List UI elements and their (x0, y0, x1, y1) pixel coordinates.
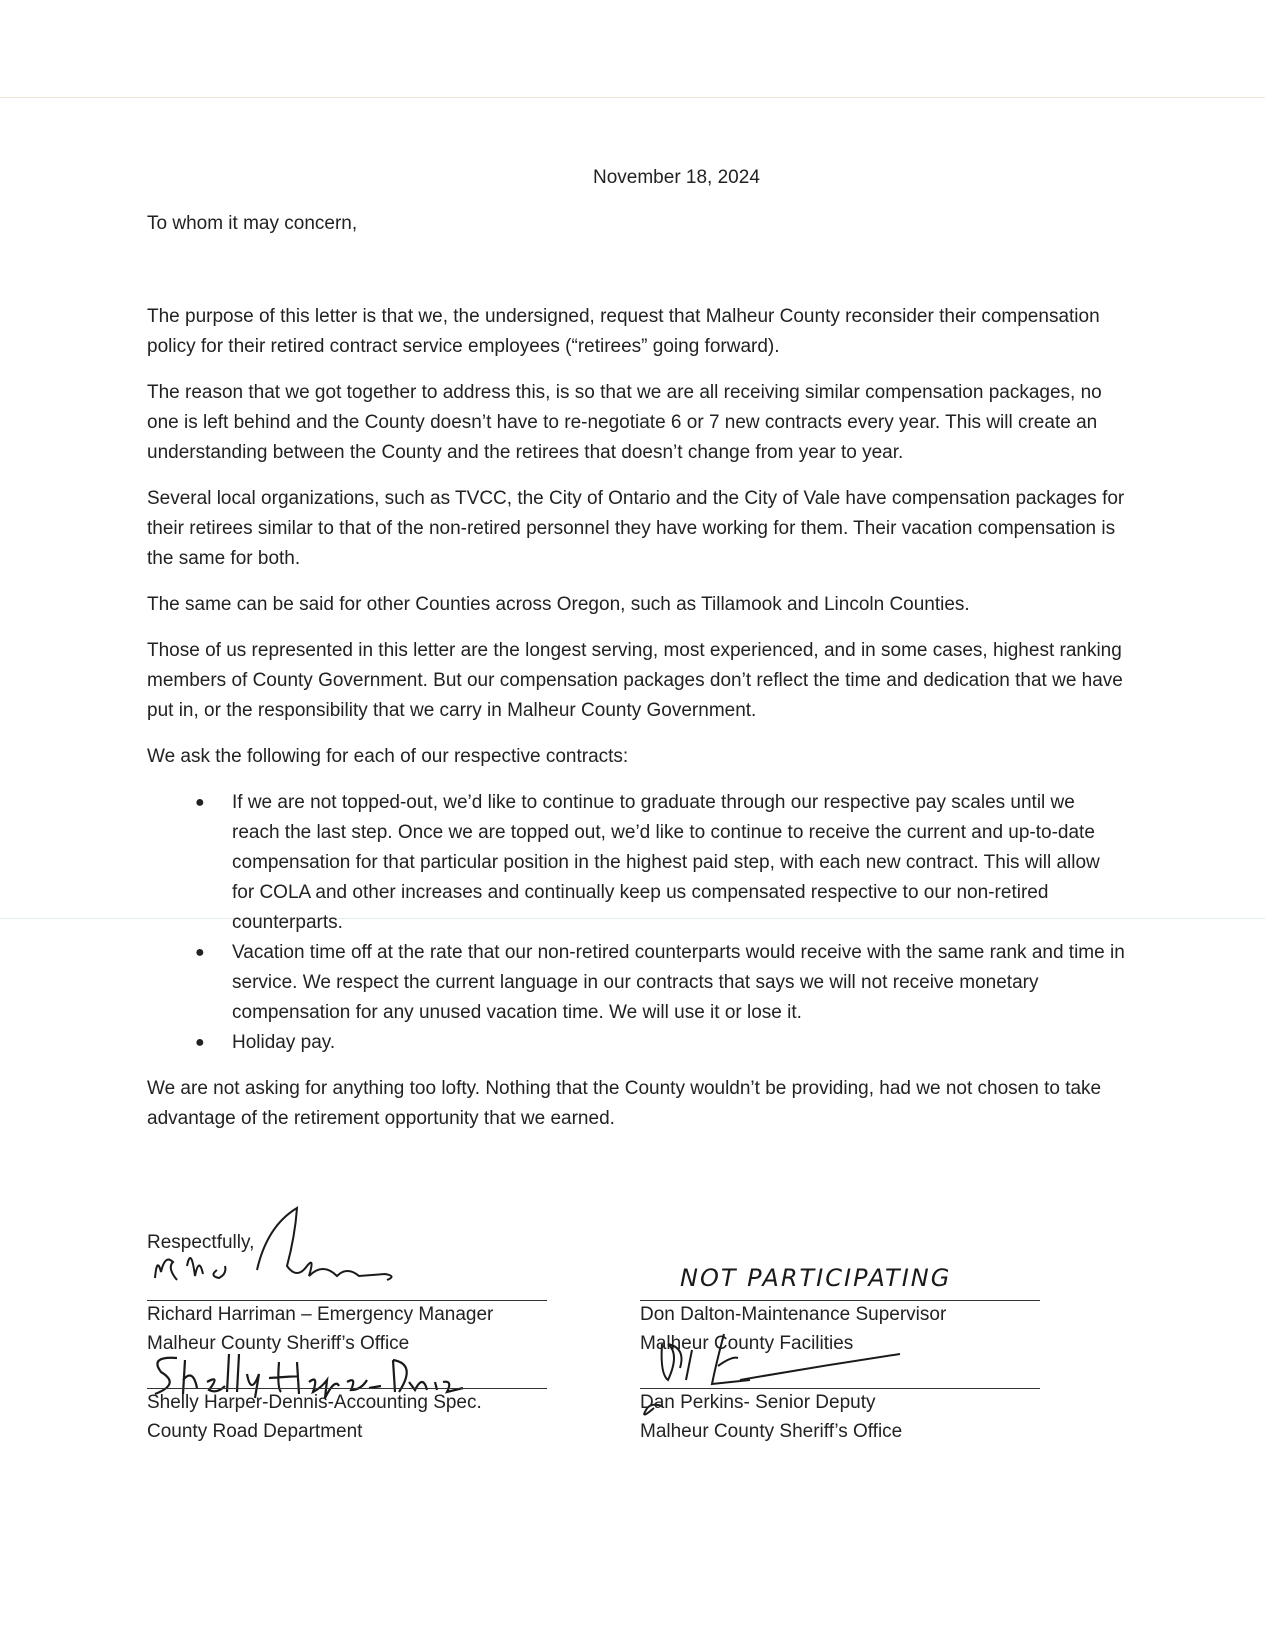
signatory-org: County Road Department (147, 1421, 363, 1442)
signatory-org: Malheur County Sheriff’s Office (640, 1421, 903, 1442)
signatory-name: Richard Harriman – Emergency Manager (147, 1304, 494, 1325)
paragraph: Several local organizations, such as TVCC, the City of Ontario and the City of Vale have compensation packages for their retirees similar to that of the non-retired personnel they have working for them. Their vacation compensation is the same for both. (147, 488, 1125, 569)
request-list (147, 788, 1127, 1058)
list-item (147, 788, 1127, 938)
letter-text (147, 302, 1127, 1150)
handwritten-note: NOT PARTICIPATING (680, 1264, 952, 1292)
signature-block-harper-dennis (147, 1344, 547, 1474)
salutation: To whom it may concern, (147, 213, 358, 234)
paragraph: The same can be said for other Counties across Oregon, such as Tillamook and Lincoln Counties. (147, 594, 970, 615)
letter-date: November 18, 2024 (593, 167, 760, 188)
paragraph: Those of us represented in this letter are the longest serving, most experienced, and in some cases, highest ranking members of County Government. But our compensation packages don’t reflect the time and dedication that we have put in, or the responsibility that we carry in Malheur County Government. (147, 640, 1123, 721)
scan-artifact-line (0, 97, 1265, 98)
paragraph: We ask the following for each of our respective contracts: (147, 746, 629, 767)
paragraph: The purpose of this letter is that we, the undersigned, request that Malheur County reconsider their compensation policy for their retired contract service employees (“retirees” going forward). (147, 306, 1100, 357)
signature-block-perkins (640, 1344, 1040, 1474)
signatory-name: Dan Perkins- Senior Deputy (640, 1392, 876, 1413)
bullet-icon: ● (195, 944, 205, 961)
list-item (147, 938, 1127, 1028)
signatory-org: Malheur County Facilities (640, 1333, 854, 1354)
list-item-text: If we are not topped-out, we’d like to continue to graduate through our respective pay scales until we reach the last step. Once we are topped out, we’d like to continue to receive the current and up-to-date compensation for that particular position in the highest paid step, with each new contract. This will allow for COLA and other increases and continually keep us compensated respective to our non-retired counterparts. (232, 792, 1100, 933)
closing-paragraph: We are not asking for anything too lofty. Nothing that the County wouldn’t be providing, had we not chosen to take advantage of the retirement opportunity that we earned. (147, 1078, 1102, 1129)
signature-section (147, 1228, 1147, 1528)
list-item (147, 1028, 1127, 1058)
signature-block-harriman (147, 1228, 547, 1358)
handwritten-signature-icon (147, 1196, 447, 1296)
signatory-name: Shelly Harper-Dennis-Accounting Spec. (147, 1392, 482, 1413)
signatory-org: Malheur County Sheriff’s Office (147, 1333, 410, 1354)
closing: Respectfully, (147, 1232, 255, 1253)
bullet-icon: ● (195, 794, 205, 811)
signatory-name: Don Dalton-Maintenance Supervisor (640, 1304, 947, 1325)
bullet-icon: ● (195, 1034, 205, 1051)
list-item-text: Vacation time off at the rate that our non-retired counterparts would receive with the same rank and time in service. We respect the current language in our contracts that says we will not receive monetary compensation for any unused vacation time. We will use it or lose it. (232, 942, 1125, 1023)
list-item-text: Holiday pay. (232, 1032, 336, 1053)
paragraph: The reason that we got together to address this, is so that we are all receiving similar compensation packages, no one is left behind and the County doesn’t have to re-negotiate 6 or 7 new contracts every year. This will create an understanding between the County and the retirees that doesn’t change from year to year. (147, 382, 1102, 463)
